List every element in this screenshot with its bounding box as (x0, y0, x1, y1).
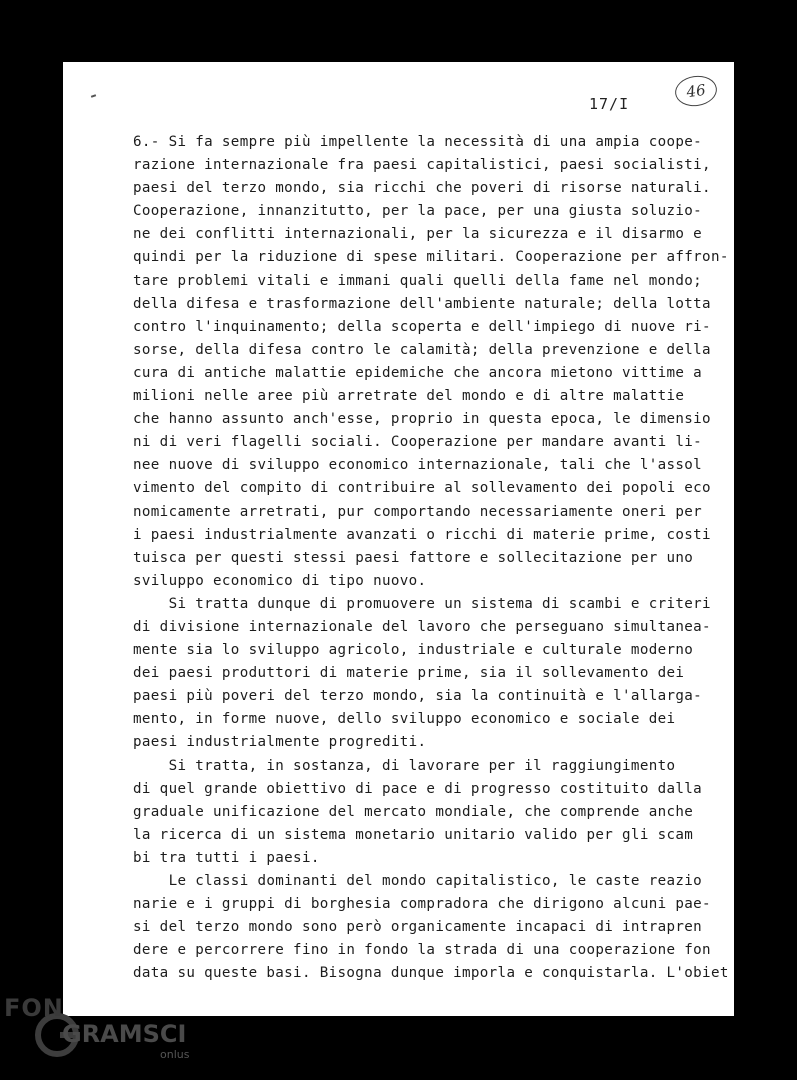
text-line: dei paesi produttori di materie prime, sia il sollevamento dei (133, 665, 685, 682)
text-line: data su queste basi. Bisogna dunque imporla e conquistarla. L'obiet (133, 965, 729, 982)
text-line: che hanno assunto anch'esse, proprio in questa epoca, le dimensio (133, 411, 711, 428)
text-line: narie e i gruppi di borghesia compradora che dirigono alcuni pae- (133, 896, 711, 913)
text-line: ne dei conflitti internazionali, per la sicurezza e il disarmo e (133, 226, 703, 243)
text-line: quindi per la riduzione di spese militari. Cooperazione per affron- (133, 249, 729, 266)
text-line: sorse, della difesa contro le calamità; della prevenzione e della (133, 341, 711, 358)
text-line: paesi più poveri del terzo mondo, sia la continuità e l'allarga- (133, 688, 703, 705)
text-line: si del terzo mondo sono però organicamente incapaci di intrapren (133, 919, 703, 936)
text-line: mento, in forme nuove, dello sviluppo economico e sociale dei (133, 711, 676, 728)
typewritten-body (133, 131, 729, 985)
text-line: cura di antiche malattie epidemiche che ancora mietono vittime a (133, 364, 703, 381)
text-line: bi tra tutti i paesi. (133, 849, 320, 866)
text-line: tare problemi vitali e immani quali quelli della fame nel mondo; (133, 272, 703, 289)
logo-prefix: FON (4, 994, 64, 1022)
text-line: Le classi dominanti del mondo capitalistico, le caste reazio (133, 873, 703, 889)
text-line: graduale unificazione del mercato mondiale, che comprende anche (133, 803, 694, 820)
text-line: contro l'inquinamento; della scoperta e dell'impiego di nuove ri- (133, 318, 711, 335)
text-line: mente sia lo sviluppo agricolo, industriale e culturale moderno (133, 642, 694, 659)
page-reference: 17/I (589, 95, 630, 113)
text-line: paesi del terzo mondo, sia ricchi che poveri di risorse naturali. (133, 180, 711, 197)
text-line: Si tratta, in sostanza, di lavorare per il raggiungimento (133, 757, 676, 774)
text-line: ni di veri flagelli sociali. Cooperazione per mandare avanti li- (133, 434, 703, 451)
stray-ink-mark (91, 94, 96, 98)
text-line: Si tratta dunque di promuovere un sistema di scambi e criteri (133, 595, 711, 612)
text-line: nee nuove di sviluppo economico internazionale, tali che l'assol (133, 457, 703, 474)
text-line: 6.- Si fa sempre più impellente la necessità di una ampia coope- (133, 134, 703, 150)
logo-name: GRAMSCI (62, 1020, 187, 1048)
text-line: paesi industrialmente progrediti. (133, 734, 427, 751)
text-line: tuisca per questi stessi paesi fattore e sollecitazione per uno (133, 549, 694, 566)
text-line: nomicamente arretrati, pur comportando necessariamente oneri per (133, 503, 703, 520)
text-line: razione internazionale fra paesi capitalistici, paesi socialisti, (133, 157, 711, 174)
text-line: di quel grande obiettivo di pace e di progresso costituito dalla (133, 780, 703, 797)
logo-suffix: onlus (160, 1048, 190, 1061)
text-line: di divisione internazionale del lavoro che perseguano simultanea- (133, 618, 711, 635)
archive-number-stamp: 46 (673, 73, 719, 109)
text-line: Cooperazione, innanzitutto, per la pace, per una giusta soluzio- (133, 203, 703, 220)
text-line: sviluppo economico di tipo nuovo. (133, 572, 427, 589)
text-line: i paesi industrialmente avanzati o ricchi di materie prime, costi (133, 526, 711, 543)
document-page (63, 62, 734, 1016)
text-line: dere e percorrere fino in fondo la strada di una cooperazione fon (133, 942, 711, 959)
fondazione-gramsci-logo (0, 990, 220, 1070)
text-line: vimento del compito di contribuire al sollevamento dei popoli eco (133, 480, 711, 497)
text-line: della difesa e trasformazione dell'ambiente naturale; della lotta (133, 295, 711, 312)
text-line: milioni nelle aree più arretrate del mondo e di altre malattie (133, 388, 685, 405)
text-line: la ricerca di un sistema monetario unitario valido per gli scam (133, 826, 694, 843)
